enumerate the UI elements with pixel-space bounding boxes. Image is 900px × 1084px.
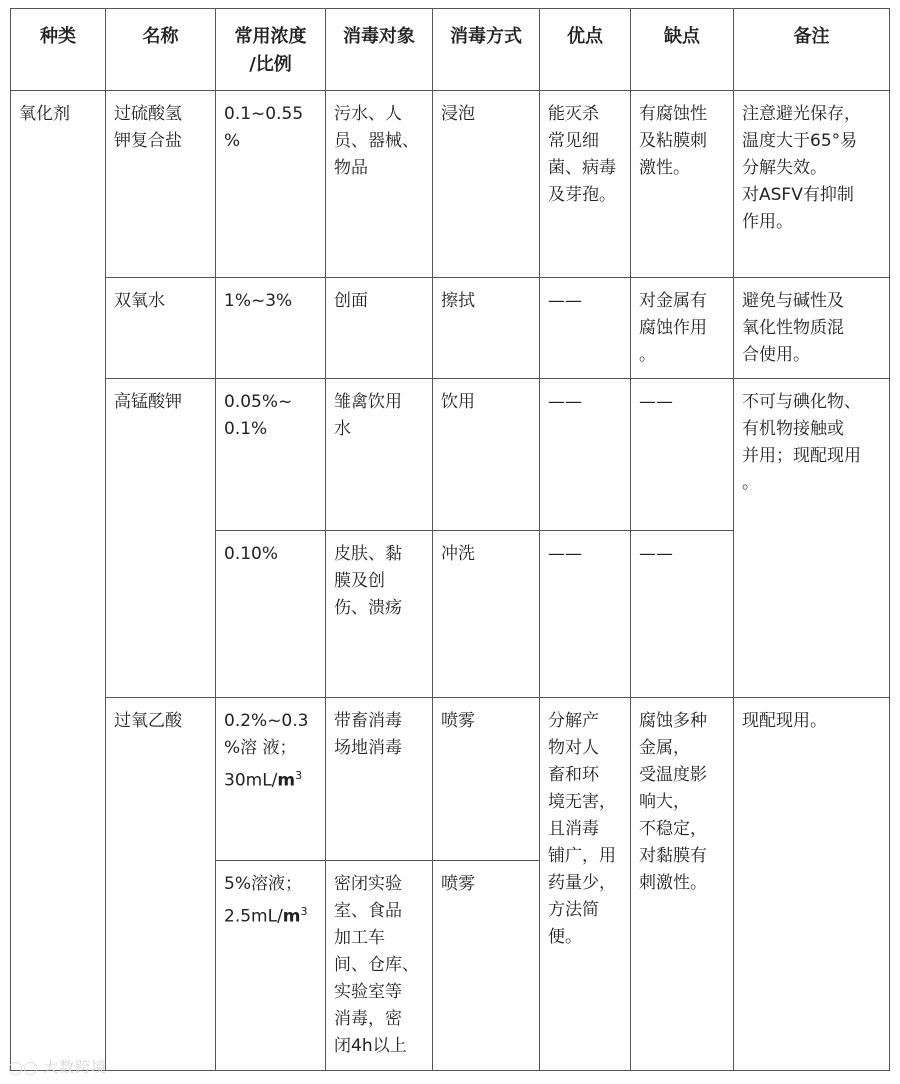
concentration-cell: 0.05%~ 0.1%	[216, 379, 326, 531]
pros-cell: ——	[540, 531, 631, 698]
cons-cell: 腐蚀多种 金属， 受温度影 响大， 不稳定， 对黏膜有 刺激性。	[631, 698, 734, 1071]
cons-cell: 对金属有 腐蚀作用 。	[631, 278, 734, 379]
target-cell: 皮肤、黏 膜及创 伤、溃疡	[326, 531, 433, 698]
table-row	[11, 698, 890, 861]
name-cell: 双氧水	[106, 278, 216, 379]
header-name: 名称	[106, 9, 216, 91]
cons-cell: ——	[631, 531, 734, 698]
method-cell: 冲洗	[433, 531, 540, 698]
table-row	[11, 91, 890, 278]
pros-cell: 分解产 物对人 畜和环 境无害， 且消毒 铺广，用 药量少， 方法简 便。	[540, 698, 631, 1071]
concentration-cell: 5%溶液； $2.5mL/m^3$	[216, 861, 326, 1071]
notes-cell: 现配现用。	[734, 698, 890, 1071]
concentration-cell: 0.1~0.55 %	[216, 91, 326, 278]
pros-cell: ——	[540, 278, 631, 379]
notes-cell: 不可与碘化物、 有机物接触或 并用；现配现用 。	[734, 379, 890, 698]
notes-cell: 避免与碱性及 氧化性物质混 合使用。	[734, 278, 890, 379]
notes-cell: 注意避光保存， 温度大于65°易 分解失效。 对ASFV有抑制 作用。	[734, 91, 890, 278]
table-row	[11, 278, 890, 379]
name-cell: 过硫酸氢 钾复合盐	[106, 91, 216, 278]
target-cell: 密闭实验 室、食品 加工车 间、仓库、 实验室等 消毒，密 闭4h以上	[326, 861, 433, 1071]
concentration-cell: 0.2%~0.3 %溶 液； $30mL/m^3$	[216, 698, 326, 861]
category-cell: 氧化剂	[11, 91, 106, 1071]
method-cell: 浸泡	[433, 91, 540, 278]
method-cell: 饮用	[433, 379, 540, 531]
table-row	[11, 379, 890, 531]
disinfectant-table	[10, 8, 890, 1071]
target-cell: 创面	[326, 278, 433, 379]
method-cell: 喷雾	[433, 698, 540, 861]
pros-cell: ——	[540, 379, 631, 531]
pros-cell: 能灭杀 常见细 菌、病毒 及芽孢。	[540, 91, 631, 278]
header-target: 消毒对象	[326, 9, 433, 91]
method-cell: 擦拭	[433, 278, 540, 379]
header-row	[11, 9, 890, 91]
cons-cell: ——	[631, 379, 734, 531]
name-cell: 高锰酸钾	[106, 379, 216, 698]
target-cell: 雏禽饮用 水	[326, 379, 433, 531]
logo-icon: ◯◯	[8, 1061, 40, 1076]
method-cell: 喷雾	[433, 861, 540, 1071]
header-method: 消毒方式	[433, 9, 540, 91]
header-concentration: 常用浓度 /比例	[216, 9, 326, 91]
concentration-cell: 1%~3%	[216, 278, 326, 379]
cons-cell: 有腐蚀性 及粘膜刺 激性。	[631, 91, 734, 278]
target-cell: 带畜消毒 场地消毒	[326, 698, 433, 861]
header-notes: 备注	[734, 9, 890, 91]
concentration-cell: 0.10%	[216, 531, 326, 698]
name-cell: 过氧乙酸	[106, 698, 216, 1071]
header-cons: 缺点	[631, 9, 734, 91]
target-cell: 污水、人 员、器械、 物品	[326, 91, 433, 278]
header-category: 种类	[11, 9, 106, 91]
watermark: ◯◯ 大数跨境	[8, 1058, 108, 1076]
header-pros: 优点	[540, 9, 631, 91]
